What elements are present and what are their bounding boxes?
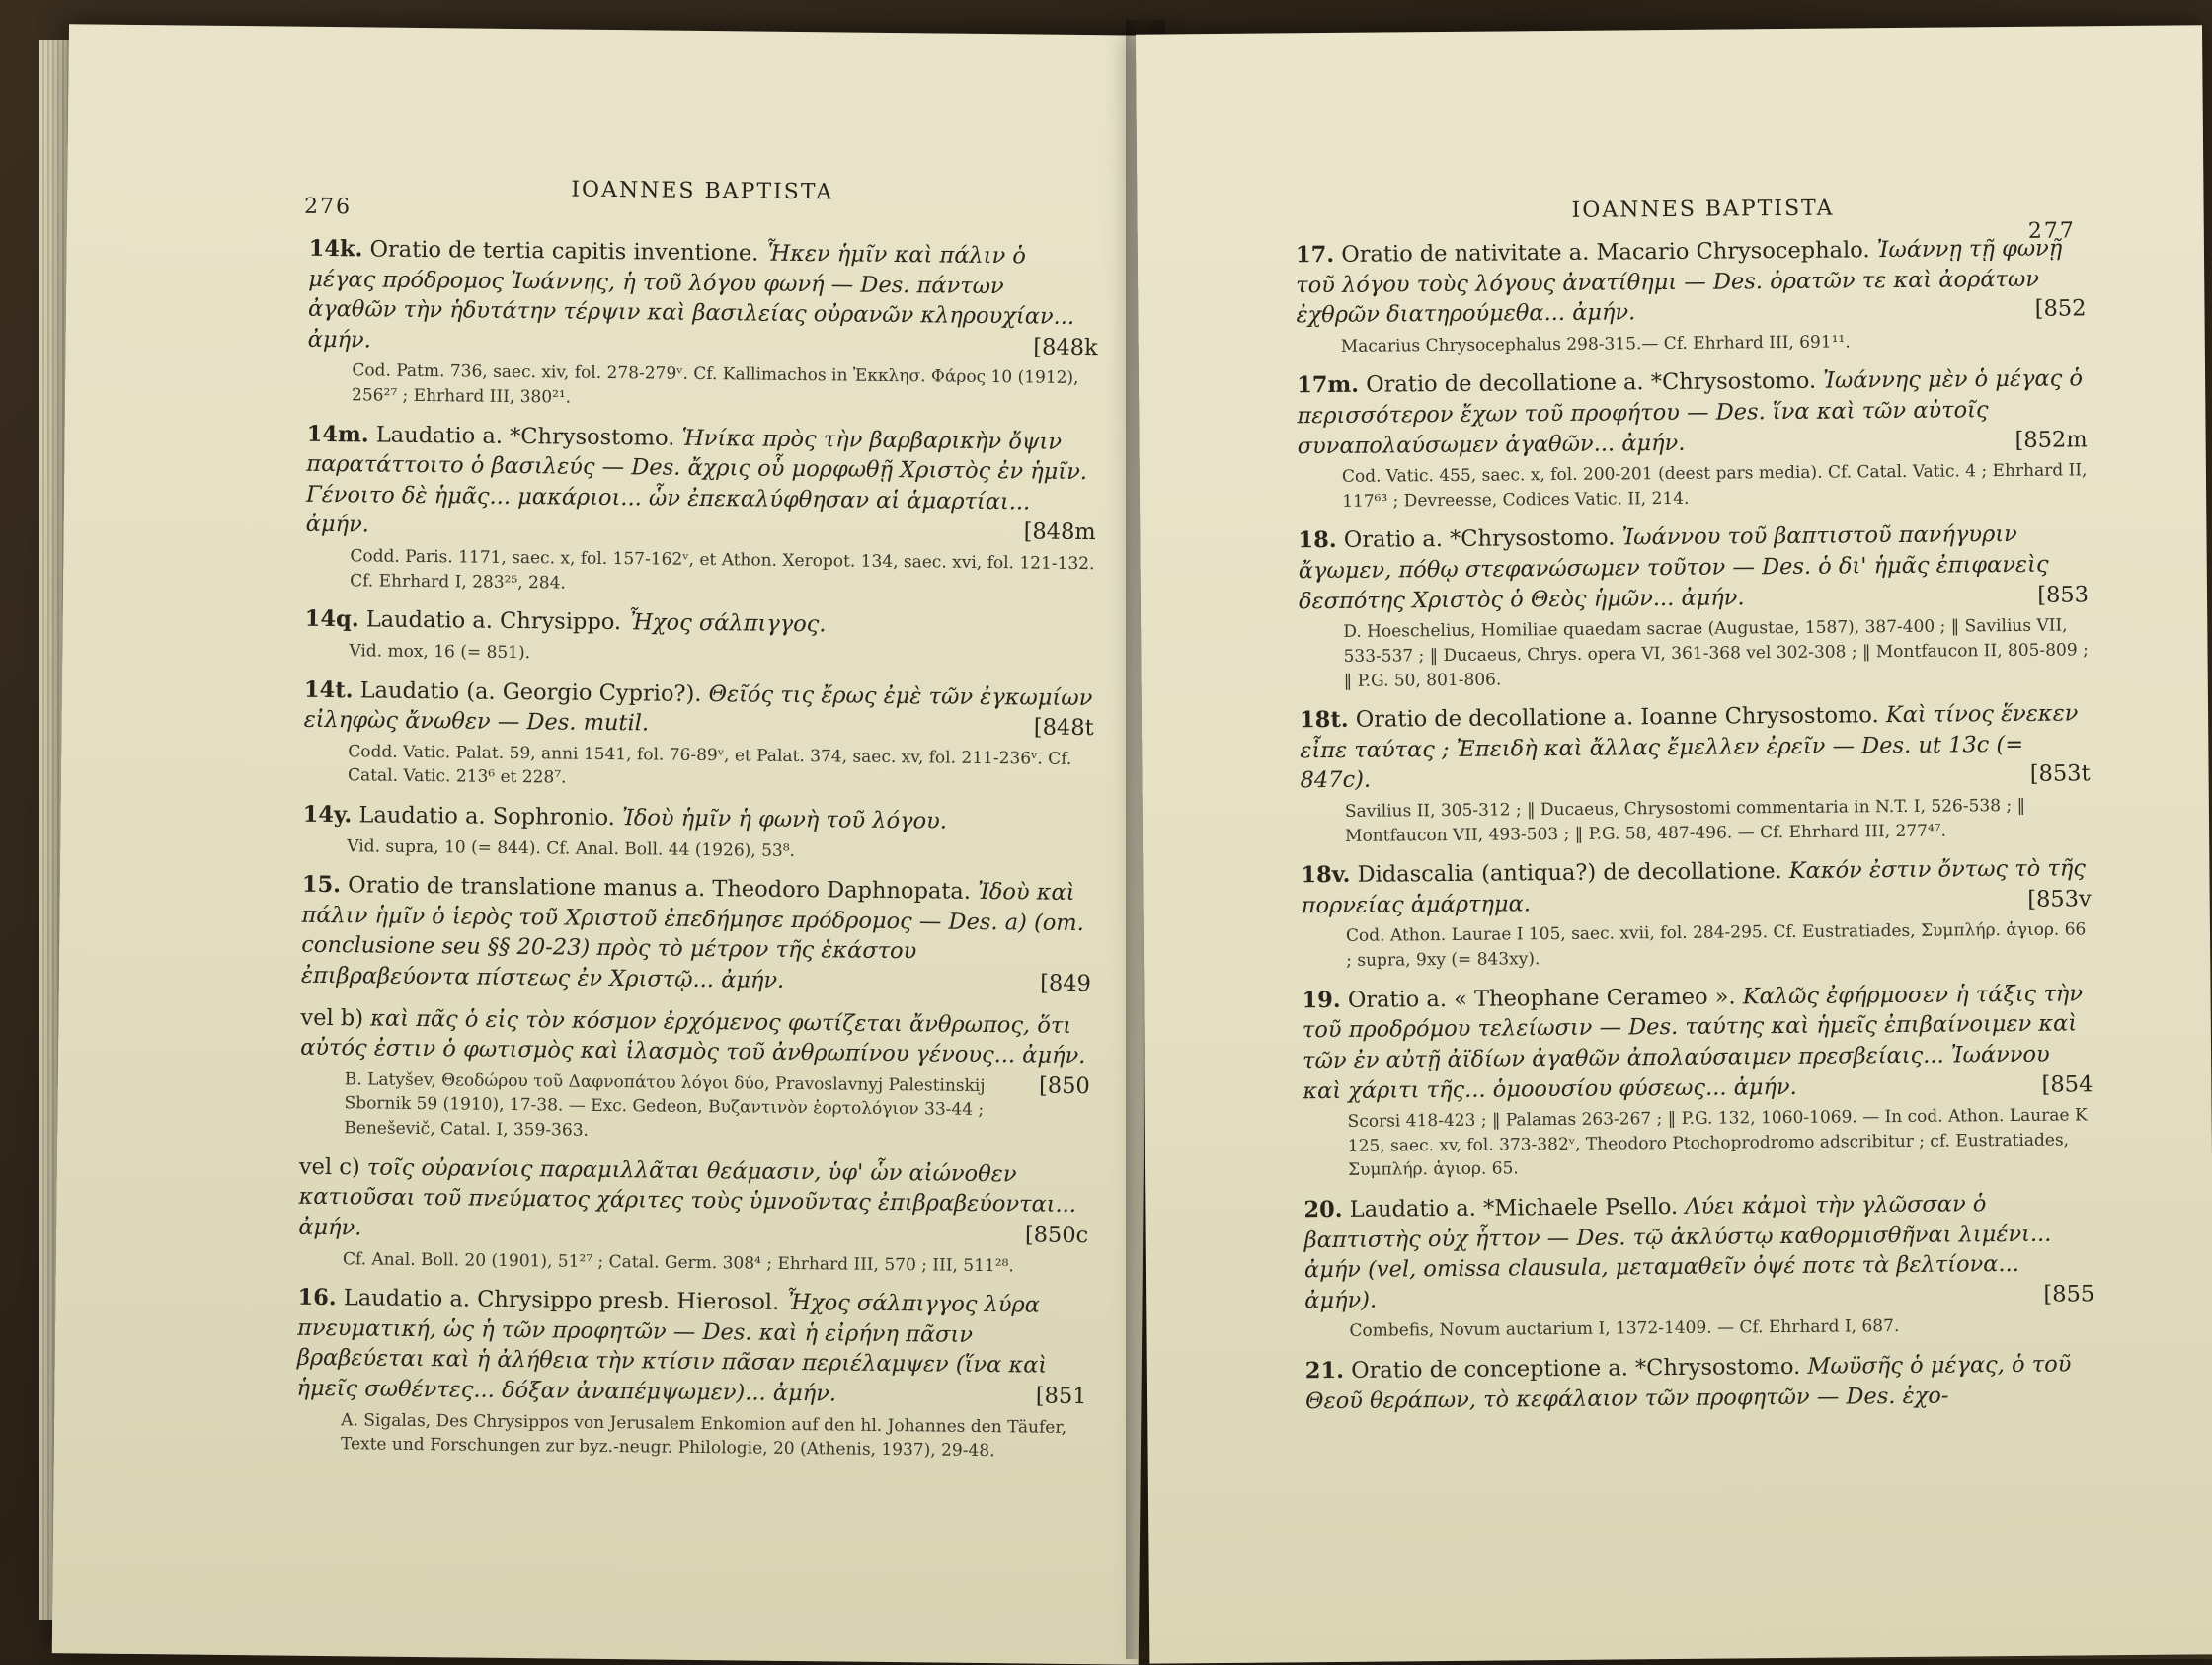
entry-greek-incipit: Ἦχος σάλπιγγος λύρα πνευματική, ὡς ἡ τῶν προφητῶν — Des. καὶ ἡ εἰρήνη πᾶσιν βραβεύεται καὶ ἡ ἀλήθεια τὴν κτίσιν πᾶσαν περιέλαμψεν (ἵνα καὶ ἡμεῖς σωθέντες... δόξαν ἀναπέμψωμεν)... ἀμήν. bbox=[296, 1290, 1047, 1406]
entry-number: [855 bbox=[2043, 1279, 2094, 1309]
entry-text bbox=[1301, 854, 2092, 921]
entry-title: Laudatio a. Chrysippo. bbox=[366, 607, 622, 636]
entry-number: [853t bbox=[2030, 759, 2091, 790]
entry-text bbox=[1297, 364, 2088, 462]
catalog-entry bbox=[301, 870, 1092, 999]
entry-text bbox=[1300, 698, 2091, 796]
right-page-body bbox=[1296, 233, 2095, 1428]
entry-greek-incipit: Καὶ τίνος ἕνεκεν εἶπε ταύτας ; Ἐπειδὴ καὶ ἄλλας ἔμελλεν ἐρεῖν — Des. ut 13c (= 847c). bbox=[1300, 701, 2078, 794]
catalog-entry bbox=[305, 419, 1097, 600]
entry-id: 19. bbox=[1302, 988, 1340, 1013]
entry-greek-incipit: Ἰδοὺ ἡμῖν ἡ φωνὴ τοῦ λόγου. bbox=[622, 805, 947, 833]
entry-title: Laudatio a. Chrysippo presb. Hierosol. bbox=[344, 1285, 780, 1315]
entry-id: 14k. bbox=[309, 236, 363, 263]
entry-title: Oratio de decollatione a. *Chrysostomo. bbox=[1366, 368, 1816, 398]
entry-text bbox=[1296, 233, 2087, 331]
entry-reference: Vid. mox, 16 (= 851). bbox=[349, 639, 1094, 672]
entry-number: [854 bbox=[2041, 1070, 2093, 1100]
entry-text bbox=[298, 1151, 1089, 1250]
catalog-entry bbox=[298, 1151, 1089, 1279]
catalog-entry bbox=[1298, 519, 2089, 694]
entry-title: Oratio de nativitate a. Macario Chrysocephalo. bbox=[1341, 237, 1869, 268]
catalog-entry bbox=[299, 1002, 1090, 1148]
entry-title: vel c) bbox=[299, 1153, 360, 1180]
entry-number: [851 bbox=[1036, 1382, 1087, 1412]
entry-number: [848m bbox=[1023, 517, 1095, 548]
entry-text bbox=[1302, 979, 2093, 1106]
entry-text bbox=[1298, 519, 2089, 617]
left-header bbox=[67, 172, 1153, 223]
entry-text bbox=[304, 674, 1095, 744]
entry-title: vel b) bbox=[300, 1004, 363, 1031]
entry-text bbox=[302, 800, 1092, 838]
entry-number: [848k bbox=[1033, 332, 1098, 362]
entry-greek-incipit: Λύει κἀμοὶ τὴν γλῶσσαν ὁ βαπτιστὴς οὐχ ἧττον — Des. τῷ ἀκλύστῳ καθορμισθῆναι λιμένι... ἀμήν (vel, omissa clausula, μεταμαθεῖν ὀψέ ποτε τὰ βελτίονα... ἀμήν). bbox=[1304, 1191, 2052, 1313]
entry-greek-incipit: Ἡνίκα πρὸς τὴν βαρβαρικὴν ὄψιν παρατάττοιτο ὁ βασιλεύς — Des. ἄχρις οὗ μορφωθῇ Χριστὸς ἐν ἡμῖν. Γένοιτο δὲ ἡμᾶς... μακάριοι... ὧν ἐπεκαλύφθησαν αἱ ἁμαρτίαι... ἀμήν. bbox=[306, 425, 1088, 537]
entry-reference: Cod. Patm. 736, saec. xiv, fol. 278-279ᵛ. Cf. Kallimachos in Ἐκκλησ. Φάρος 10 (1912), 256²⁷ ; Ehrhard III, 380²¹. bbox=[352, 359, 1097, 416]
entry-number: [853v bbox=[2027, 884, 2092, 914]
catalog-entry bbox=[296, 1283, 1088, 1465]
entry-id: 18t. bbox=[1300, 707, 1349, 733]
entry-reference: Scorsi 418-423 ; ‖ Palamas 263-267 ; ‖ P.G. 132, 1060-1069. — In cod. Athon. Laurae K 125, saec. xv, fol. 373-382ᵛ, Theodoro Ptochoprodromo adscribitur ; cf. Eustratiades, Συμπλήρ. ἁγιορ. 65. bbox=[1348, 1103, 2094, 1183]
entry-text bbox=[306, 419, 1097, 548]
entry-greek-incipit: Ἰωάννου τοῦ βαπτιστοῦ πανήγυριν ἄγωμεν, πόθῳ στεφανώσωμεν τοῦτον — Des. ὁ δι' ἡμᾶς ἐπιφανεὶς δεσπότης Χριστὸς ὁ Θεὸς ἡμῶν... ἀμήν. bbox=[1299, 521, 2049, 614]
entry-reference: Codd. Paris. 1171, saec. x, fol. 157-162ᵛ, et Athon. Xeropot. 134, saec. xvi, fol. 121-132. Cf. Ehrhard I, 283²⁵, 284. bbox=[350, 544, 1095, 600]
catalog-entry bbox=[1300, 698, 2091, 848]
entry-number: [850 bbox=[1039, 1070, 1090, 1101]
right-page bbox=[1136, 25, 2212, 1663]
entry-number: [852 bbox=[2035, 294, 2087, 325]
catalog-entry bbox=[1301, 854, 2092, 974]
entry-id: 16. bbox=[297, 1285, 336, 1310]
entry-text bbox=[308, 234, 1099, 363]
entry-reference: Cod. Vatic. 455, saec. x, fol. 200-201 (deest pars media). Cf. Catal. Vatic. 4 ; Ehrhard II, 117⁶³ ; Devreesse, Codices Vatic. II, 214. bbox=[1342, 459, 2088, 515]
catalog-entry bbox=[302, 800, 1093, 867]
entry-id: 14y. bbox=[303, 802, 353, 829]
catalog-entry bbox=[307, 234, 1099, 416]
entry-id: 14q. bbox=[305, 606, 359, 633]
entry-reference: Savilius II, 305-312 ; ‖ Ducaeus, Chrysostomi commentaria in N.T. I, 526-538 ; ‖ Montfaucon VII, 493-503 ; ‖ P.G. 58, 487-496. — Cf. Ehrhard III, 277⁴⁷. bbox=[1345, 793, 2091, 848]
entry-reference: Combefis, Novum auctarium I, 1372-1409. — Cf. Ehrhard I, 687. bbox=[1349, 1313, 2094, 1344]
entry-text bbox=[1304, 1188, 2094, 1315]
entry-title: Laudatio (a. Georgio Cyprio?). bbox=[360, 677, 702, 707]
entry-title: Didascalia (antiqua?) de decollatione. bbox=[1357, 858, 1781, 888]
catalog-entry bbox=[1302, 979, 2094, 1183]
entry-greek-incipit: Ἰδοὺ καὶ πάλιν ἡμῖν ὁ ἱερὸς τοῦ Χριστοῦ ἐπεδήμησε πρόδρομος — Des. a) (om. conclusione seu §§ 20-23) πρὸς τὸ μέτρον τῆς ἑκάστου ἐπιβραβεύοντα πίστεως ἐν Χριστῷ... ἀμήν. bbox=[301, 879, 1084, 993]
catalog-entry bbox=[1304, 1188, 2094, 1344]
entry-number: [852m bbox=[2014, 425, 2087, 455]
entry-reference: A. Sigalas, Des Chrysippos von Jerusalem Enkomion auf den hl. Johannes den Täufer, Texte und Forschungen zur byz.-neugr. Philologie, 20 (Athenis, 1937), 29-48. bbox=[341, 1408, 1086, 1465]
entry-greek-incipit: καὶ πᾶς ὁ εἰς τὸν κόσμον ἐρχόμενος φωτίζεται ἄνθρωπος, ὅτι αὐτός ἐστιν ὁ φωτισμὸς καὶ ἱλασμὸς τοῦ ἀνθρωπίνου γένους... ἀμήν. bbox=[300, 1005, 1085, 1069]
entry-greek-incipit: Καλῶς ἐφήρμοσεν ἡ τάξις τὴν τοῦ προδρόμου τελείωσιν — Des. ταύτης καὶ ἡμεῖς ἐπιβαίνοιμεν καὶ τῶν ἐν αὐτῇ ἀϊδίων ἀγαθῶν ἀπολαύσαιμεν πρεσβείαις... Ἰωάννου καὶ χάριτι τῆς... ὁμοουσίου φύσεως... ἀμήν. bbox=[1303, 981, 2083, 1104]
entry-id: 17. bbox=[1296, 242, 1334, 268]
catalog-entry bbox=[1305, 1349, 2096, 1416]
right-header bbox=[1137, 173, 2203, 221]
entry-number: [849 bbox=[1040, 969, 1091, 999]
entry-greek-incipit: Θεῖός τις ἔρως ἐμὲ τῶν ἐγκωμίων εἰληφὼς ἄνωθεν — Des. mutil. bbox=[304, 681, 1093, 737]
catalog-entry bbox=[304, 604, 1095, 672]
entry-number: [850c bbox=[1025, 1220, 1089, 1250]
entry-title: Oratio de conceptione a. *Chrysostomo. bbox=[1351, 1354, 1800, 1384]
entry-title: Oratio de tertia capitis inventione. bbox=[369, 236, 758, 266]
entry-number: [853 bbox=[2037, 580, 2089, 610]
entry-greek-incipit: Ἦχος σάλπιγγος. bbox=[628, 610, 827, 638]
entry-title: Oratio a. « Theophane Cerameo ». bbox=[1348, 984, 1736, 1012]
entry-greek-incipit: Ἧκεν ἡμῖν καὶ πάλιν ὁ μέγας πρόδρομος Ἰωάννης, ἡ τοῦ λόγου φωνή — Des. πάντων ἀγαθῶν τὴν ἡδυτάτην τέρψιν καὶ βασιλείας οὐρανῶν κληρουχίαν... ἀμήν. bbox=[308, 241, 1075, 354]
entry-text bbox=[1305, 1349, 2096, 1416]
entry-text bbox=[296, 1283, 1087, 1412]
entry-title: Oratio de decollatione a. Ioanne Chrysostomo. bbox=[1356, 702, 1879, 733]
running-head-right: IOANNES BAPTISTA bbox=[1571, 197, 1834, 223]
entry-reference: D. Hoeschelius, Homiliae quaedam sacrae (Augustae, 1587), 387-400 ; ‖ Savilius VII, 533-537 ; ‖ Ducaeus, Chrys. opera VI, 361-368 vel 302-308 ; ‖ Montfaucon II, 805-809 ; ‖ P.G. 50, 801-806. bbox=[1343, 614, 2090, 694]
entry-reference: Cf. Anal. Boll. 20 (1901), 51²⁷ ; Catal. Germ. 308⁴ ; Ehrhard III, 570 ; III, 511²⁸. bbox=[343, 1247, 1088, 1280]
entry-greek-incipit: Κακόν ἐστιν ὄντως τὸ τῆς πορνείας ἁμάρτημα. bbox=[1302, 856, 2086, 919]
entry-reference: B. Latyšev, Θεοδώρου τοῦ Δαφνοπάτου λόγοι δύο, Pravoslavnyj Palestinskij Sbornik 59 (1910), 17-38. — Exc. Gedeon, Βυζαντινὸν ἑορτολόγιον 33-44 ; Beneševič, Catal. I, 359-363. bbox=[344, 1068, 1090, 1149]
running-head-left: IOANNES BAPTISTA bbox=[571, 178, 833, 205]
entry-reference: Macarius Chrysocephalus 298-315.— Cf. Ehrhard III, 691¹¹. bbox=[1341, 328, 2087, 358]
entry-id: 17m. bbox=[1297, 372, 1359, 399]
entry-id: 14t. bbox=[304, 676, 354, 703]
entry-id: 18v. bbox=[1301, 862, 1350, 888]
left-page bbox=[52, 24, 1155, 1664]
catalog-entry bbox=[1297, 364, 2088, 515]
page-number-left: 276 bbox=[304, 195, 352, 220]
entry-title: Oratio a. *Chrysostomo. bbox=[1344, 525, 1616, 553]
entry-id: 18. bbox=[1298, 527, 1336, 553]
entry-reference: Codd. Vatic. Palat. 59, anni 1541, fol. 76-89ᵛ, et Palat. 374, saec. xv, fol. 211-236ᵛ. Cf. Catal. Vatic. 213⁶ et 228⁷. bbox=[348, 740, 1093, 796]
entry-id: 20. bbox=[1304, 1197, 1342, 1223]
entry-id: 21. bbox=[1305, 1358, 1344, 1384]
entry-title: Oratio de translatione manus a. Theodoro Daphnopata. bbox=[348, 872, 971, 905]
page-number-right: 277 bbox=[2028, 218, 2076, 243]
entry-greek-incipit: Μωϋσῆς ὁ μέγας, ὁ τοῦ Θεοῦ θεράπων, τὸ κεφάλαιον τῶν προφητῶν — Des. ἐχο- bbox=[1305, 1352, 2072, 1414]
entry-text bbox=[305, 604, 1095, 643]
entry-title: Laudatio a. *Michaele Psello. bbox=[1350, 1194, 1679, 1223]
catalog-entry bbox=[303, 674, 1094, 796]
entry-title: Laudatio a. Sophronio. bbox=[358, 802, 615, 831]
entry-greek-incipit: τοῖς οὐρανίοις παραμιλλᾶται θεάμασιν, ὑφ' ὧν αἰώνοθεν κατιοῦσαι τοῦ πνεύματος χάριτες τοὺς ὑμνοῦντας ἐπιβραβεύονται... ἀμήν. bbox=[298, 1154, 1076, 1240]
entry-title: Laudatio a. *Chrysostomo. bbox=[376, 422, 675, 450]
entry-id: 14m. bbox=[307, 421, 369, 447]
entry-text bbox=[300, 1002, 1091, 1071]
catalog-entry bbox=[1296, 233, 2087, 358]
entry-greek-incipit: Ἰωάννης μὲν ὁ μέγας ὁ περισσότερον ἔχων τοῦ προφήτου — Des. ἵνα καὶ τῶν αὐτοῖς συναπολαύσωμεν ἀγαθῶν... ἀμήν. bbox=[1297, 366, 2083, 459]
entry-reference: Cod. Athon. Laurae I 105, saec. xvii, fol. 284-295. Cf. Eustratiades, Συμπλήρ. ἁγιορ. 66 ; supra, 9xy (= 843xy). bbox=[1346, 918, 2092, 974]
entry-text bbox=[301, 870, 1092, 999]
entry-number: [848t bbox=[1034, 713, 1094, 744]
entry-id: 15. bbox=[302, 872, 341, 898]
entry-reference: Vid. supra, 10 (= 844). Cf. Anal. Boll. 44 (1926), 53⁸. bbox=[347, 834, 1092, 867]
left-page-body bbox=[296, 234, 1099, 1476]
entry-greek-incipit: Ἰωάννῃ τῇ φωνῇ τοῦ λόγου τοὺς λόγους ἀνατίθημι — Des. ὁρατῶν τε καὶ ἀοράτων ἐχθρῶν διατηρούμεθα... ἀμήν. bbox=[1296, 236, 2062, 329]
